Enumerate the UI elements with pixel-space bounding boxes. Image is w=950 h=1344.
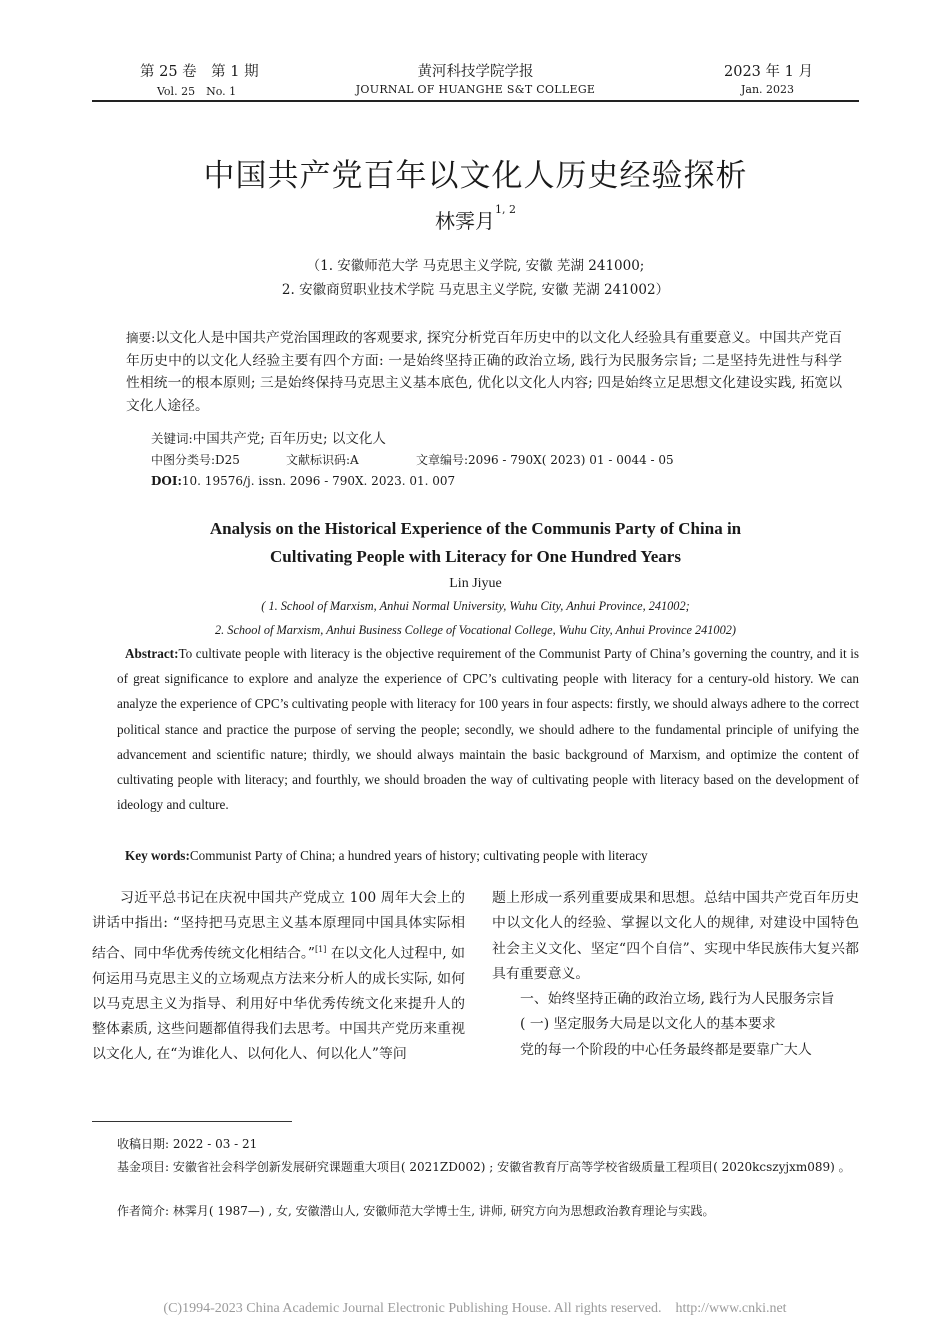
author-cn [92, 205, 859, 234]
doi-label: DOI: [151, 474, 182, 488]
citation-ref-1: [1] [315, 944, 327, 954]
affiliation-en-1 [92, 599, 859, 614]
body-right-para-1: 题上形成一系列重要成果和思想。总结中国共产党百年历史中以文化人的经验、掌握以文化人的规律, 对建设中国特色社会主义文化、坚定“四个自信”、实现中华民族伟大复兴都具有重要意义。 [492, 890, 859, 982]
document-code [286, 451, 359, 468]
article-title-en-line-2: Cultivating People with Literacy for One Hundred Years [270, 547, 681, 566]
article-title-en-line-1: Analysis on the Historical Experience of the Communis Party of China in [209, 519, 742, 538]
footnote-author-bio: 作者简介: 林霁月( 1987—) , 女, 安徽潜山人, 安徽师范大学博士生, 讲师, 研究方向为思想政治教育理论与实践。 [117, 1204, 715, 1218]
keywords-cn-label: 关键词: [151, 431, 193, 446]
doi [151, 474, 455, 488]
header-rule [92, 100, 859, 102]
footnote-received: 收稿日期: 2022 - 03 - 21 [117, 1137, 258, 1151]
abstract-cn-label: 摘要: [126, 330, 156, 345]
affiliation-en-2 [92, 623, 859, 638]
keywords-en [117, 843, 859, 868]
footnote-rule [92, 1121, 292, 1122]
date-cn: 2023 年 1 月 [724, 64, 813, 80]
abstract-en-text: To cultivate people with literacy is the objective requirement of the Communist Party of China’s governing the country, and it is of great significance to explore and analyze the experience of CPC’s cultivating people with literacy for a century-old history. We can analyze the experience of CPC’s cultivating people with literacy for 100 years in four aspects: firstly, we should always adhere to the correct political stance and practice the purpose of serving the people; secondly, we should adhere to the fundamental principle of unifying the advancement and scientific nature; thirdly, we should always maintain the basic background of Marxism, and optimize the content of cultivating people with literacy; and fourthly, we should broaden the way of cultivating people with literacy based on the development of ideology and culture. [117, 646, 859, 813]
footnote-fund: 基金项目: 安徽省社会科学创新发展研究课题重大项目( 2021ZD002) ; 安徽省教育厅高等学校省级质量工程项目( 2020kcszyjxm089) 。 [117, 1160, 851, 1174]
abstract-en-label: Abstract: [125, 646, 179, 661]
article-number-value: 2096 - 790X( 2023) 01 - 0044 - 05 [468, 453, 674, 467]
article-title-cn: 中国共产党百年以文化人历史经验探析 [203, 158, 748, 194]
journal-name-en: JOURNAL OF HUANGHE S&T COLLEGE [355, 83, 596, 96]
abstract-cn [126, 327, 842, 417]
journal-name-cn: 黄河科技学院学报 [417, 64, 534, 80]
volume-issue-cn: 第 25 卷 第 1 期 [140, 64, 259, 80]
document-code-value: A [350, 453, 359, 467]
article-number-label: 文章编号: [416, 453, 469, 467]
volume-issue-en: Vol. 25 No. 1 [157, 85, 237, 98]
author-affiliation-sup: 1, 2 [495, 203, 516, 216]
clc-number [151, 451, 240, 468]
clc-value: D25 [215, 453, 240, 467]
body-right-column [492, 886, 859, 1063]
author-en: Lin Jiyue [449, 576, 502, 591]
subsection-heading-1: ( 一) 坚定服务大局是以文化人的基本要求 [520, 1016, 776, 1033]
keywords-en-text: Communist Party of China; a hundred years of history; cultivating people with literacy [189, 848, 648, 863]
date-en: Jan. 2023 [741, 83, 795, 96]
keywords-cn [151, 427, 386, 447]
body-left-para: 习近平总书记在庆祝中国共产党成立 100 周年大会上的讲话中指出: “坚持把马克思主义基本原理同中国具体实际相结合、同中华优秀传统文化相结合。” [92, 890, 465, 962]
section-heading-1: 一、始终坚持正确的政治立场, 践行为人民服务宗旨 [520, 991, 835, 1008]
article-number [416, 451, 674, 468]
author-name-cn: 林霁月 [435, 209, 495, 233]
affiliation-en-2-text: 2. School of Marxism, Anhui Business College of Vocational College, Wuhu City, Anhui Province 241002) [215, 623, 736, 637]
doi-value: 10. 19576/j. issn. 2096 - 790X. 2023. 01. 007 [181, 474, 456, 488]
clc-label: 中图分类号: [151, 453, 216, 467]
abstract-en [117, 641, 859, 817]
abstract-cn-text: 以文化人是中国共产党治国理政的客观要求, 探究分析党百年历史中的以文化人经验具有重要意义。中国共产党百年历史中的以文化人经验主要有四个方面: 一是始终坚持正确的政治立场, 践行为民服务宗旨; 二是坚持先进性与科学性相统一的根本原则; 三是始终保持马克思主义基本底色, 优化以文化人内容; 四是始终立足思想文化建设实践, 拓宽以文化人途径。 [126, 330, 842, 414]
affiliation-cn-2: 2. 安徽商贸职业技术学院 马克思主义学院, 安徽 芜湖 241002） [281, 282, 670, 298]
keywords-cn-text: 中国共产党; 百年历史; 以文化人 [192, 431, 386, 447]
affiliation-cn-1: （1. 安徽师范大学 马克思主义学院, 安徽 芜湖 241000; [306, 258, 645, 274]
body-left-para-cont: 在以文化人过程中, 如何运用马克思主义的立场观点方法来分析人的成长实际, 如何以马克思主义为指导、利用好中华优秀传统文化来提升人的整体素质, 这些问题都值得我们去思考。中国共产党历来重视以文化人, 在“为谁化人、以何化人、何以化人”等问 [92, 945, 466, 1063]
affiliation-en-1-text: ( 1. School of Marxism, Anhui Normal University, Wuhu City, Anhui Province, 241002; [261, 599, 690, 613]
body-left-column [92, 886, 465, 1068]
document-code-label: 文献标识码: [286, 453, 351, 467]
copyright-watermark: (C)1994-2023 China Academic Journal Electronic Publishing House. All rights reserved. http://www.cnki.net [163, 1301, 787, 1316]
keywords-en-label: Key words: [125, 848, 190, 863]
body-right-para-2: 党的每一个阶段的中心任务最终都是要靠广大人 [520, 1041, 812, 1058]
